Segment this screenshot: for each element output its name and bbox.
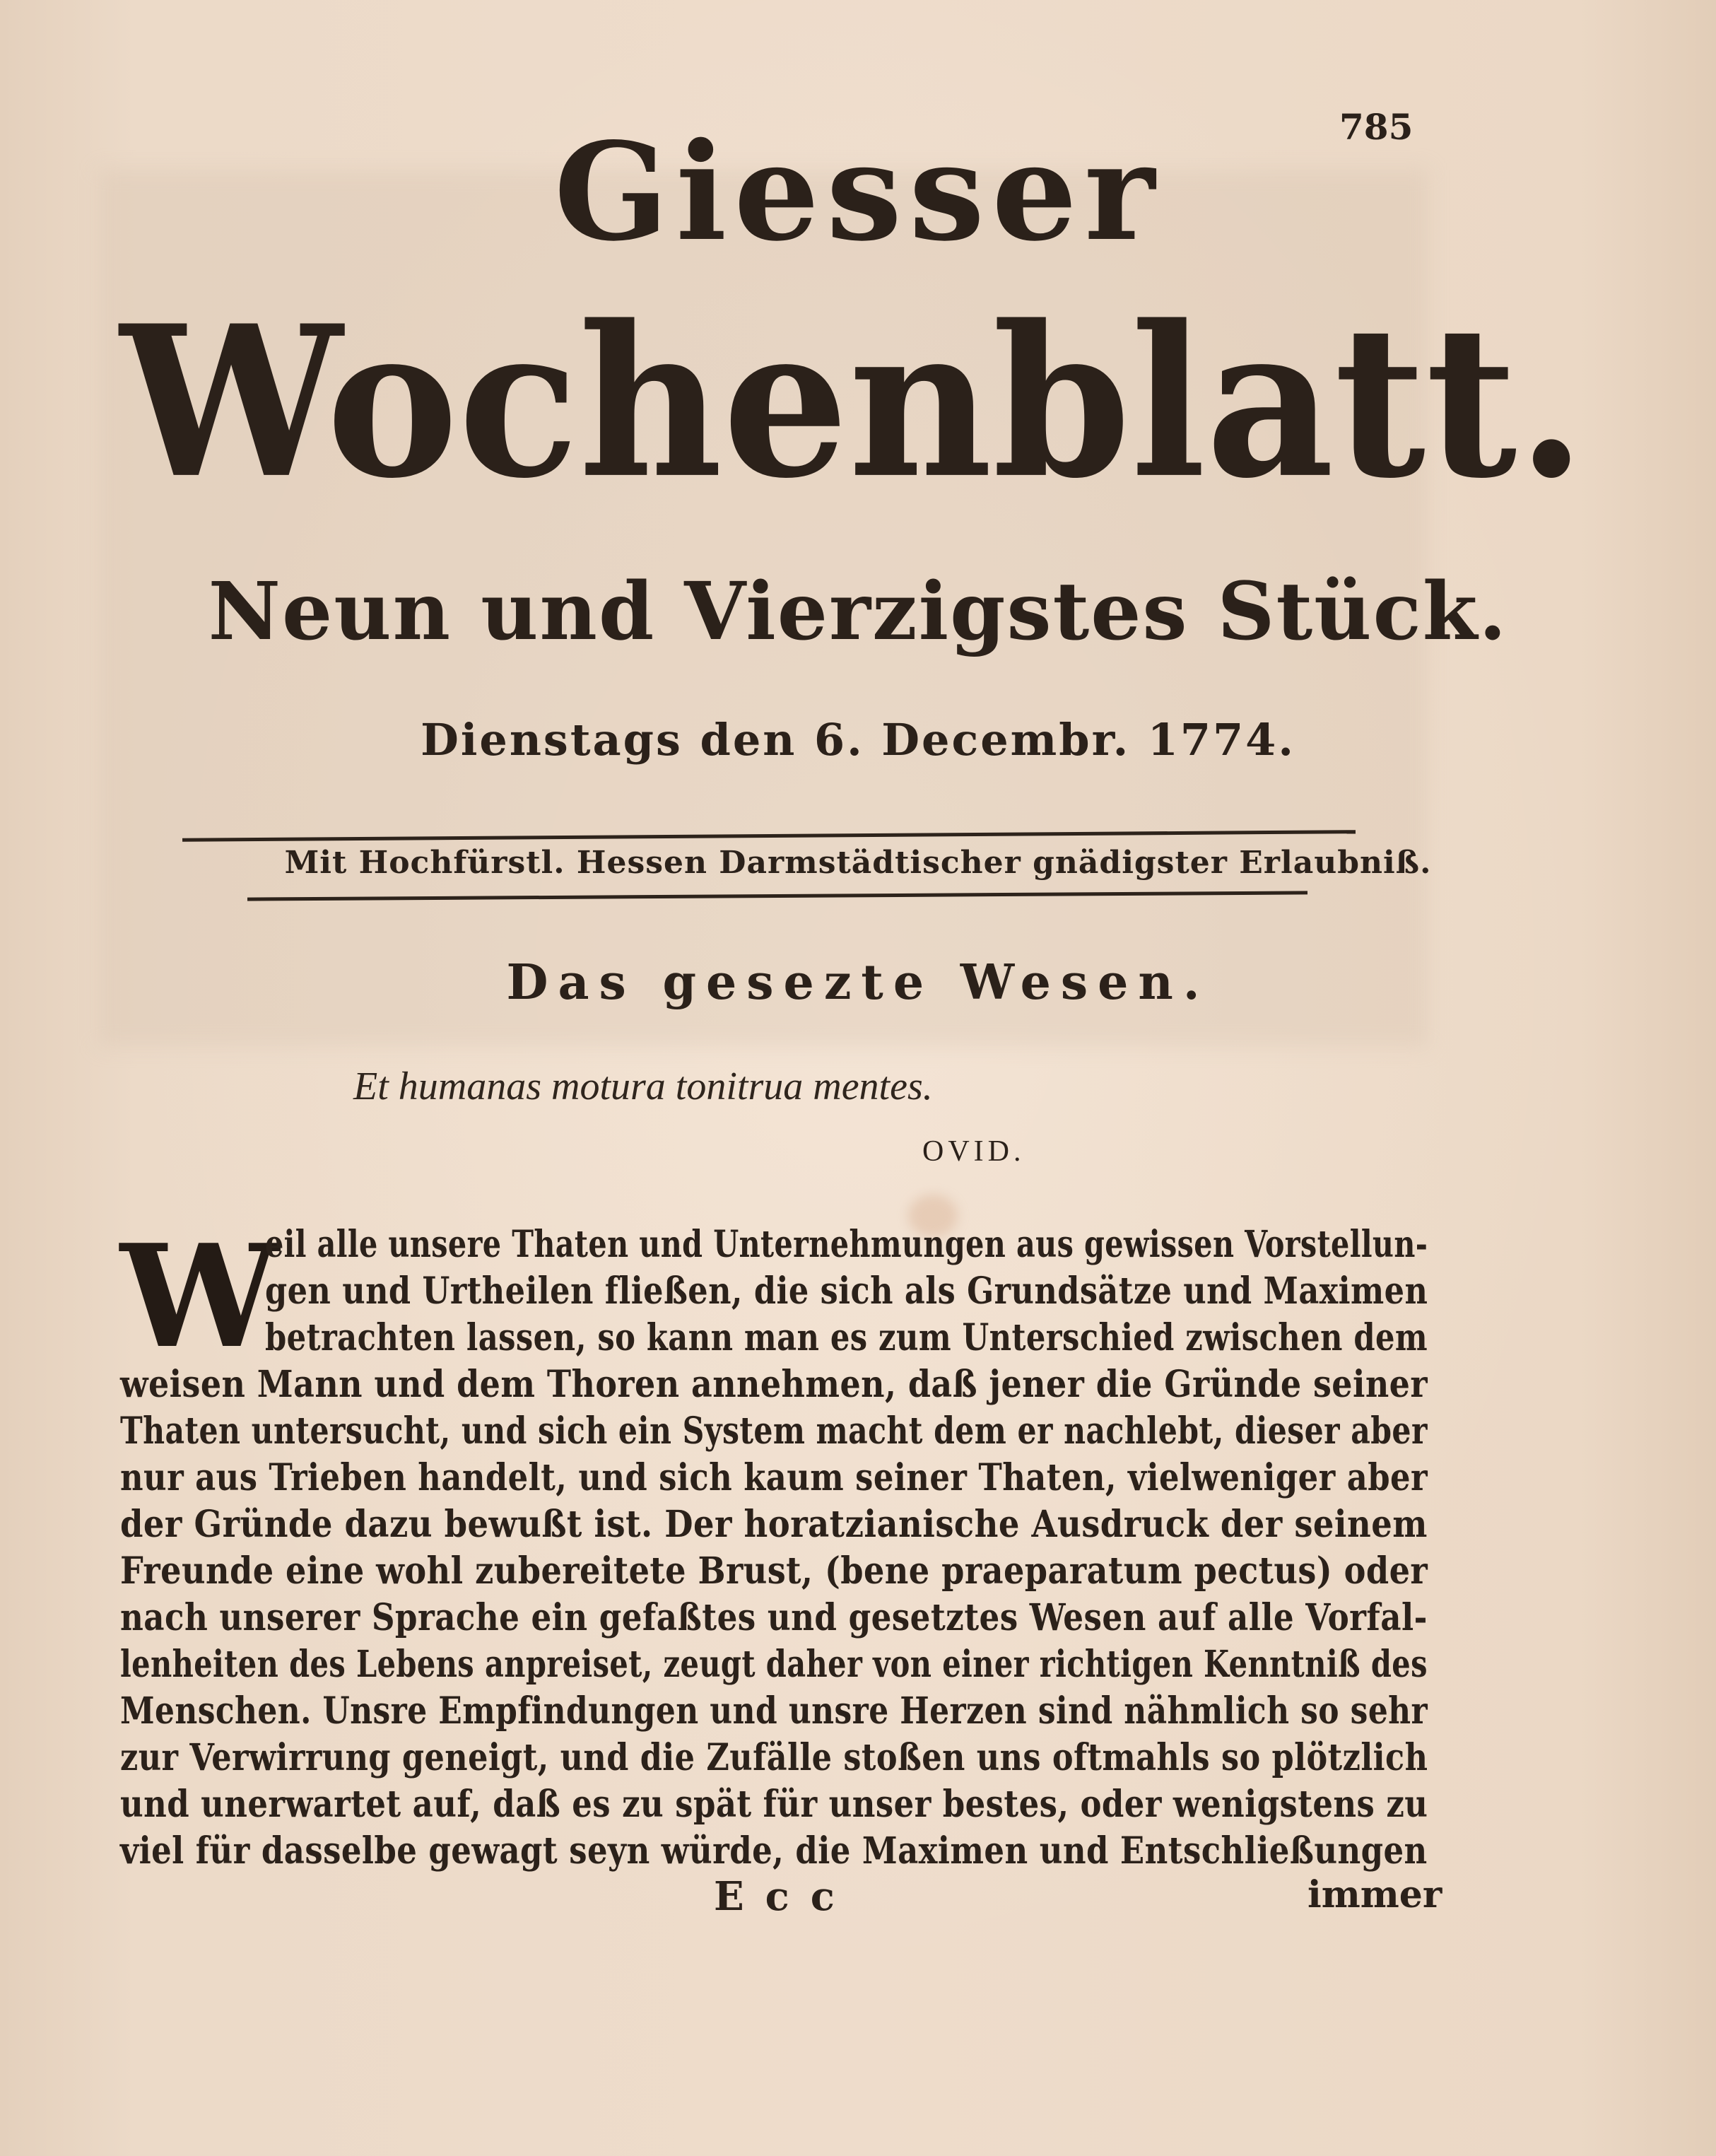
catchword: immer	[1307, 1873, 1442, 1916]
body-line: weisen Mann und dem Thoren annehmen, daß jener die Gründe seiner	[120, 1363, 1428, 1406]
body-line: gen und Urtheilen fließen, die sich als Grundsätze und Maximen	[265, 1270, 1428, 1313]
drop-cap: W	[120, 1214, 279, 1380]
privilege-notice: Mit Hochfürstl. Hessen Darmstädtischer gnädigster Erlaubniß.	[284, 845, 1432, 881]
body-line: nur aus Trieben handelt, und sich kaum seiner Thaten, vielweniger aber	[120, 1456, 1428, 1499]
article-title: Das gesezte Wesen.	[506, 954, 1210, 1011]
body-line: Menschen. Unsre Empfindungen und unsre Herzen sind nähmlich so sehr	[120, 1689, 1428, 1733]
issue-title: Neun und Vierzigstes Stück.	[208, 566, 1508, 658]
body-line: nach unserer Sprache ein gefaßtes und gesetztes Wesen auf alle Vorfal-	[120, 1596, 1428, 1639]
body-line: und unerwartet auf, daß es zu spät für unser bestes, oder wenigstens zu	[120, 1783, 1428, 1826]
body-line: der Gründe dazu bewußt ist. Der horatzianische Ausdruck der seinem	[120, 1503, 1428, 1546]
issue-date: Dienstags den 6. Decembr. 1774.	[421, 714, 1295, 766]
body-line: lenheiten des Lebens anpreiset, zeugt daher von einer richtigen Kenntniß des	[120, 1643, 1428, 1686]
body-line: Freunde eine wohl zubereitete Brust, (bene praeparatum pectus) oder	[120, 1549, 1428, 1593]
masthead-line-1: Giesser	[553, 113, 1163, 271]
masthead-line-2: Wochenblatt.	[120, 280, 1586, 525]
body-line: betrachten lassen, so kann man es zum Unterschied zwischen dem	[265, 1316, 1428, 1359]
motto: Et humanas motura tonitrua mentes.	[353, 1065, 933, 1108]
page-number: 785	[1339, 106, 1414, 148]
body-line: eil alle unsere Thaten und Unternehmungen aus gewissen Vorstellun-	[265, 1223, 1428, 1266]
body-line: viel für dasselbe gewagt seyn würde, die Maximen und Entschließungen	[120, 1829, 1428, 1873]
body-line: zur Verwirrung geneigt, und die Zufälle stoßen uns oftmahls so plötzlich	[120, 1736, 1428, 1779]
printer-signature: Ecc	[714, 1873, 856, 1920]
motto-source: OVID.	[922, 1135, 1026, 1168]
body-line: Thaten untersucht, und sich ein System macht dem er nachlebt, dieser aber	[120, 1410, 1428, 1453]
